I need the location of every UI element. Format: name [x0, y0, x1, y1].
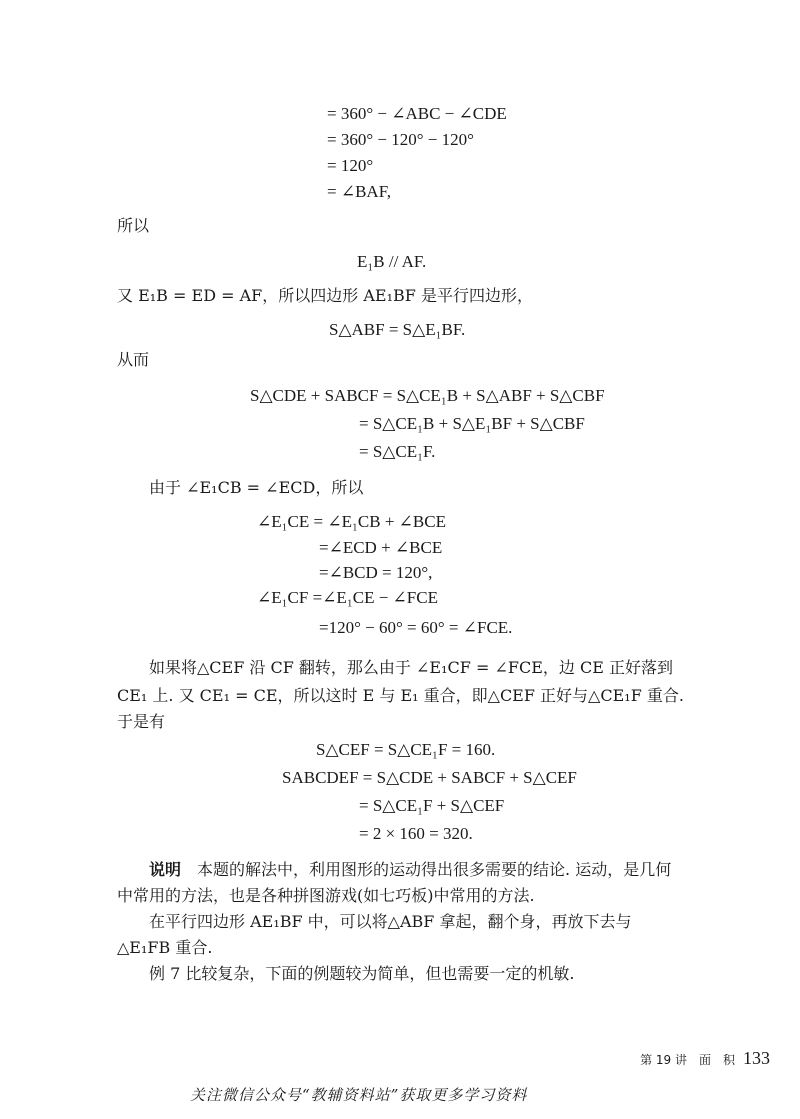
page-footer — [640, 1048, 770, 1069]
paragraph-line: 于是有 — [117, 712, 166, 731]
equation-line: = S△CE₁F. — [359, 442, 436, 461]
paragraph-line: 如果将△CEF 沿 CF 翻转，那么由于 ∠E₁CF = ∠FCE，边 CE 正好落到 — [149, 658, 673, 677]
note-line: 中常用的方法，也是各种拼图游戏(如七巧板)中常用的方法. — [117, 886, 535, 905]
note-line: 例 7 比较复杂，下面的例题较为简单，但也需要一定的机敏. — [149, 964, 575, 983]
equation-line: S△ABF = S△E₁BF. — [329, 320, 466, 339]
note-text: 本题的解法中，利用图形的运动得出很多需要的结论. 运动，是几何 — [197, 860, 672, 879]
text-line: 又 E₁B = ED = AF，所以四边形 AE₁BF 是平行四边形， — [117, 286, 533, 305]
equation-line: = 360° − 120° − 120° — [327, 130, 474, 149]
note-label: 说明 — [149, 860, 182, 879]
equation-line: =∠BCD = 120°, — [319, 563, 433, 582]
page-number: 133 — [743, 1048, 770, 1068]
equation-line: = S△CE₁B + S△E₁BF + S△CBF — [359, 414, 585, 433]
equation-line: = 2 × 160 = 320. — [359, 824, 473, 843]
text-line: 所以 — [117, 216, 150, 235]
equation-line: E₁B // AF. — [357, 252, 427, 271]
chapter-label: 第 19 讲 面 积 — [640, 1053, 735, 1067]
equation-line: = 360° − ∠ABC − ∠CDE — [327, 104, 507, 123]
equation-line: SABCDEF = S△CDE + SABCF + S△CEF — [282, 768, 577, 787]
text-line: 由于 ∠E₁CB = ∠ECD，所以 — [149, 478, 364, 497]
equation-line: S△CEF = S△CE₁F = 160. — [316, 740, 496, 759]
equation-line: ∠E₁CF =∠E₁CE − ∠FCE — [257, 588, 438, 607]
equation-line: =120° − 60° = 60° = ∠FCE. — [319, 618, 513, 637]
equation-line: S△CDE + SABCF = S△CE₁B + S△ABF + S△CBF — [250, 386, 605, 405]
paragraph-line: CE₁ 上. 又 CE₁ = CE，所以这时 E 与 E₁ 重合，即△CEF 正好与△CE₁F 重合. — [117, 686, 684, 705]
text-line: 从而 — [117, 350, 150, 369]
note-line: △E₁FB 重合. — [117, 938, 213, 957]
note-line: 在平行四边形 AE₁BF 中，可以将△ABF 拿起，翻个身，再放下去与 — [149, 912, 632, 931]
equation-line: ∠E₁CE = ∠E₁CB + ∠BCE — [257, 512, 446, 531]
equation-line: = ∠BAF, — [327, 182, 392, 201]
equation-line: = S△CE₁F + S△CEF — [359, 796, 505, 815]
equation-line: =∠ECD + ∠BCE — [319, 538, 443, 557]
watermark-text: 关注微信公众号“教辅资料站”获取更多学习资料 — [190, 1086, 528, 1104]
equation-line: = 120° — [327, 156, 374, 175]
note-line — [149, 856, 671, 884]
